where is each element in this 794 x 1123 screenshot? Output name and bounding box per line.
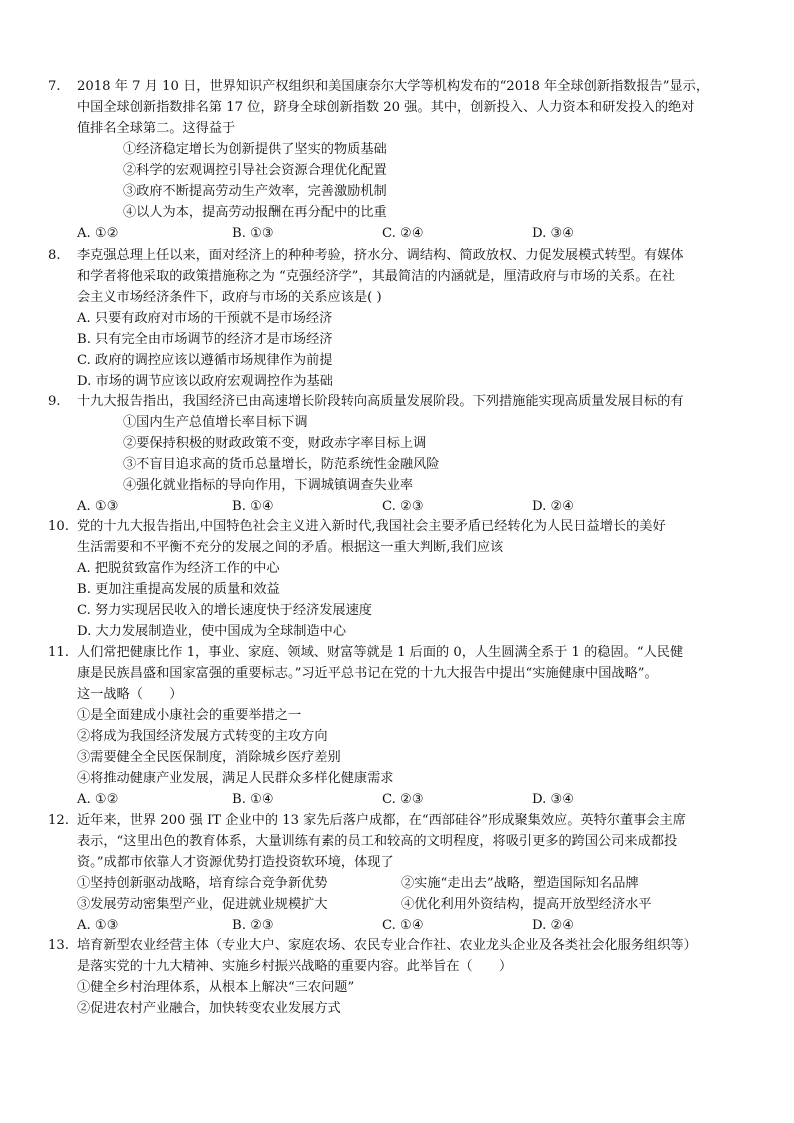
choice-b[interactable]: B. 只有完全由市场调节的经济才是市场经济 bbox=[77, 332, 333, 347]
option-b[interactable]: B. ①④ bbox=[232, 792, 274, 807]
question-number: 10. bbox=[48, 519, 69, 534]
question-7 bbox=[48, 76, 748, 244]
question-13 bbox=[48, 935, 748, 1019]
question-stem-line: 党的十九大报告指出,中国特色社会主义进入新时代,我国社会主要矛盾已经转化为人民日益增长的美好 bbox=[77, 519, 666, 534]
statement: ③不盲目追求高的货币总量增长，防范系统性金融风险 bbox=[123, 457, 440, 472]
choice-d[interactable]: D. 市场的调节应该以政府宏观调控作为基础 bbox=[77, 374, 333, 389]
statement: ①是全面建成小康社会的重要举措之一 bbox=[77, 708, 302, 723]
answer-options bbox=[77, 789, 748, 810]
question-stem-line: 人们常把健康比作 1，事业、家庭、领域、财富等就是 1 后面的 0，人生圆满全系于 1 的稳固。“人民健 bbox=[77, 645, 684, 660]
option-d[interactable]: D. ③④ bbox=[532, 792, 575, 807]
question-stem-line: 李克强总理上任以来，面对经济上的种种考验，挤水分、调结构、简政放权、力促发展模式转型。有媒体 bbox=[77, 248, 684, 263]
option-d[interactable]: D. ②④ bbox=[532, 918, 575, 933]
option-d[interactable]: D. ③④ bbox=[532, 226, 575, 241]
statement: ①国内生产总值增长率目标下调 bbox=[123, 415, 308, 430]
question-8 bbox=[48, 245, 748, 392]
statement: ④优化利用外资结构，提高开放型经济水平 bbox=[401, 897, 652, 912]
statement: ①健全乡村治理体系，从根本上解决“三农问题” bbox=[77, 980, 355, 995]
question-stem-line: 培育新型农业经营主体（专业大户、家庭农场、农民专业合作社、农业龙头企业及各类社会化服务组织等） bbox=[77, 938, 697, 953]
question-stem-line: 会主义市场经济条件下，政府与市场的关系应该是( ) bbox=[77, 290, 382, 305]
statement-row bbox=[77, 894, 748, 915]
option-c[interactable]: C. ②③ bbox=[382, 792, 424, 807]
option-d[interactable]: D. ②④ bbox=[532, 499, 575, 514]
choice-c[interactable]: C. 政府的调控应该以遵循市场规律作为前提 bbox=[77, 353, 333, 368]
statement: ③发展劳动密集型产业，促进就业规模扩大 bbox=[77, 897, 328, 912]
question-number: 9. bbox=[48, 394, 61, 409]
statement: ④将推动健康产业发展，满足人民群众多样化健康需求 bbox=[77, 771, 394, 786]
statement: ②促进农村产业融合，加快转变农业发展方式 bbox=[77, 1001, 341, 1016]
question-number: 8. bbox=[48, 248, 61, 263]
question-stem-line: 资。”成都市依靠人才资源优势打造投资软环境，体现了 bbox=[77, 855, 394, 870]
question-stem-line: 表示，“这里出色的教育体系，大量训练有素的员工和较高的文明程度，将吸引更多的跨国公司来成都投 bbox=[77, 834, 678, 849]
question-number: 11. bbox=[48, 645, 69, 660]
statement: ③需要健全全民医保制度，消除城乡医疗差别 bbox=[77, 750, 341, 765]
statement: ④强化就业指标的导向作用，下调城镇调查失业率 bbox=[123, 478, 414, 493]
answer-options bbox=[77, 915, 748, 936]
choice-c[interactable]: C. 努力实现居民收入的增长速度快于经济发展速度 bbox=[77, 603, 372, 618]
question-number: 12. bbox=[48, 813, 69, 828]
question-stem-line: 是落实党的十九大精神、实施乡村振兴战略的重要内容。此举旨在（ ） bbox=[77, 959, 513, 974]
option-a[interactable]: A. ①③ bbox=[77, 499, 119, 514]
question-10 bbox=[48, 516, 748, 642]
question-12 bbox=[48, 810, 748, 936]
question-9 bbox=[48, 391, 748, 517]
statement-row bbox=[77, 873, 748, 894]
question-stem-line: 这一战略（ ） bbox=[77, 687, 183, 702]
option-c[interactable]: C. ①④ bbox=[382, 918, 424, 933]
option-a[interactable]: A. ①③ bbox=[77, 918, 119, 933]
question-stem-line: 近年来，世界 200 强 IT 企业中的 13 家先后落户成都，在“西部硅谷”形成聚集效应。英特尔董事会主席 bbox=[77, 813, 686, 828]
option-c[interactable]: C. ②④ bbox=[382, 226, 424, 241]
question-11 bbox=[48, 642, 748, 810]
answer-options bbox=[77, 496, 748, 517]
option-b[interactable]: B. ②③ bbox=[232, 918, 274, 933]
statement: ②将成为我国经济发展方式转变的主攻方向 bbox=[77, 729, 328, 744]
option-a[interactable]: A. ①② bbox=[77, 792, 119, 807]
choice-a[interactable]: A. 只要有政府对市场的干预就不是市场经济 bbox=[77, 311, 333, 326]
question-stem-line: 生活需要和不平衡不充分的发展之间的矛盾。根据这一重大判断,我们应该 bbox=[77, 540, 504, 555]
option-c[interactable]: C. ②③ bbox=[382, 499, 424, 514]
statement: ④以人为本，提高劳动报酬在再分配中的比重 bbox=[123, 205, 387, 220]
question-stem-line: 和学者将他采取的政策措施称之为 “克强经济学”，其最简洁的内涵就是，厘清政府与市场的关系。在社 bbox=[77, 269, 675, 284]
question-number: 13. bbox=[48, 938, 69, 953]
statement: ②要保持积极的财政政策不变，财政赤字率目标上调 bbox=[123, 436, 427, 451]
choice-d[interactable]: D. 大力发展制造业，使中国成为全球制造中心 bbox=[77, 624, 347, 639]
statement: ①坚持创新驱动战略，培育综合竞争新优势 bbox=[77, 876, 328, 891]
question-stem-line: 值排名全球第二。这得益于 bbox=[77, 121, 236, 136]
answer-options bbox=[77, 223, 748, 244]
option-b[interactable]: B. ①③ bbox=[232, 226, 274, 241]
question-stem-line: 康是民族昌盛和国家富强的重要标志。”习近平总书记在党的十九大报告中提出“实施健康中国战略”。 bbox=[77, 666, 658, 681]
question-stem-line: 中国全球创新指数排名第 17 位，跻身全球创新指数 20 强。其中，创新投入、人力资本和研发投入的绝对 bbox=[77, 100, 695, 115]
option-b[interactable]: B. ①④ bbox=[232, 499, 274, 514]
choice-b[interactable]: B. 更加注重提高发展的质量和效益 bbox=[77, 582, 280, 597]
question-stem-line: 十九大报告指出，我国经济已由高速增长阶段转向高质量发展阶段。下列措施能实现高质量发展目标的有 bbox=[77, 394, 684, 409]
question-number: 7. bbox=[48, 79, 61, 94]
option-a[interactable]: A. ①② bbox=[77, 226, 119, 241]
statement: ②科学的宏观调控引导社会资源合理优化配置 bbox=[123, 163, 387, 178]
statement: ③政府不断提高劳动生产效率，完善激励机制 bbox=[123, 184, 387, 199]
statement: ①经济稳定增长为创新提供了坚实的物质基础 bbox=[123, 142, 387, 157]
statement: ②实施“走出去”战略，塑造国际知名品牌 bbox=[401, 876, 639, 891]
question-stem-line: 2018 年 7 月 10 日，世界知识产权组织和美国康奈尔大学等机构发布的“2018 年全球创新指数报告”显示， bbox=[77, 79, 710, 94]
choice-a[interactable]: A. 把脱贫致富作为经济工作的中心 bbox=[77, 561, 280, 576]
